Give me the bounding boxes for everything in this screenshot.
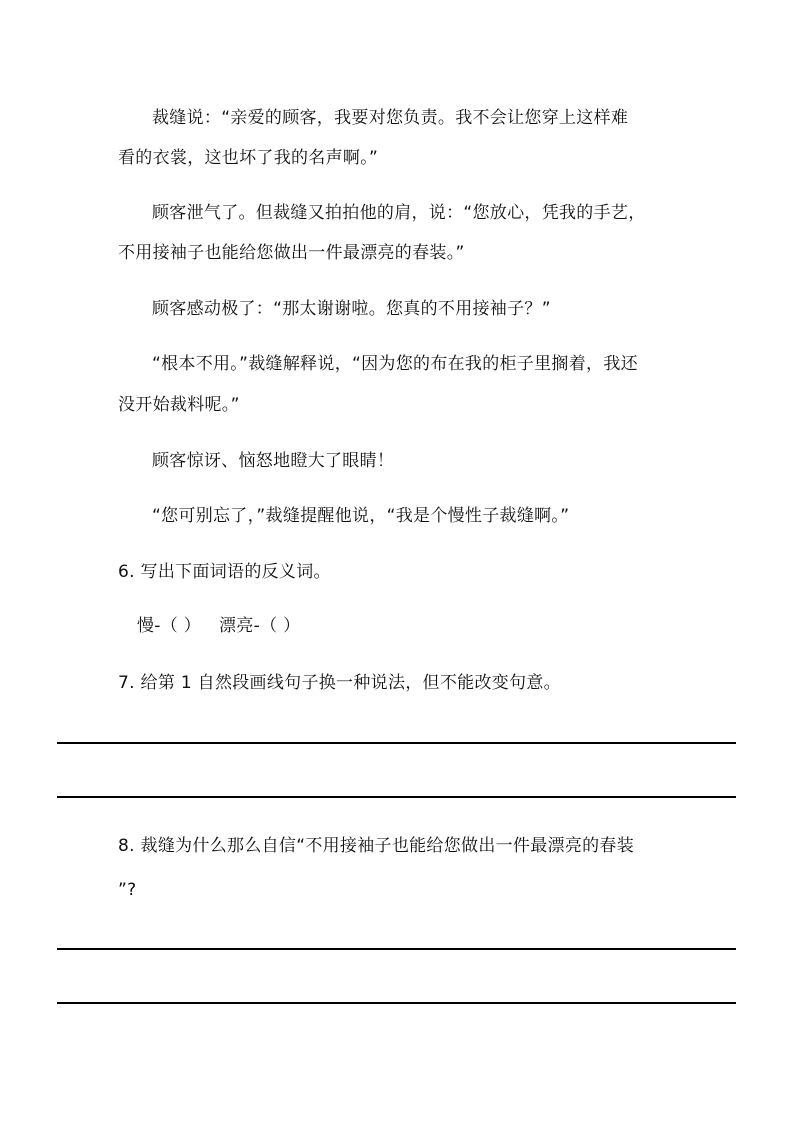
question-6-answers: [137, 615, 300, 637]
antonym-item-slow[interactable]: 慢-（ ）: [137, 616, 202, 636]
answer-line[interactable]: [57, 1002, 736, 1004]
answer-line[interactable]: [57, 796, 736, 798]
passage-paragraph-6: “您可别忘了，”裁缝提醒他说，“我是个慢性子裁缝啊。”: [152, 506, 570, 526]
passage-paragraph-5: 顾客惊讶、恼怒地瞪大了眼睛！: [152, 451, 395, 471]
question-8-line-2: ”?: [118, 880, 137, 900]
question-7: 7. 给第 1 自然段画线句子换一种说法，但不能改变句意。: [118, 673, 561, 693]
question-6: 6. 写出下面词语的反义词。: [118, 562, 331, 582]
passage-paragraph-4-line-1: “根本不用。”裁缝解释说，“因为您的布在我的柜子里搁着，我还: [152, 354, 638, 374]
passage-paragraph-1-line-2: 看的衣裳，这也坏了我的名声啊。”: [118, 148, 379, 168]
passage-paragraph-3: 顾客感动极了：“那太谢谢啦。您真的不用接袖子？”: [152, 299, 551, 319]
antonym-item-beautiful[interactable]: 漂亮-（ ）: [219, 616, 301, 636]
answer-line[interactable]: [57, 742, 736, 744]
passage-paragraph-4-line-2: 没开始裁料呢。”: [118, 395, 240, 415]
passage-paragraph-2-line-1: 顾客泄气了。但裁缝又拍拍他的肩，说：“您放心，凭我的手艺，: [152, 203, 646, 223]
question-8-line-1: 8. 裁缝为什么那么自信“不用接袖子也能给您做出一件最漂亮的春装: [118, 836, 635, 856]
passage-paragraph-1-line-1: 裁缝说：“亲爱的顾客，我要对您负责。我不会让您穿上这样难: [152, 108, 629, 128]
passage-paragraph-2-line-2: 不用接袖子也能给您做出一件最漂亮的春装。”: [118, 243, 465, 263]
answer-line[interactable]: [57, 948, 736, 950]
